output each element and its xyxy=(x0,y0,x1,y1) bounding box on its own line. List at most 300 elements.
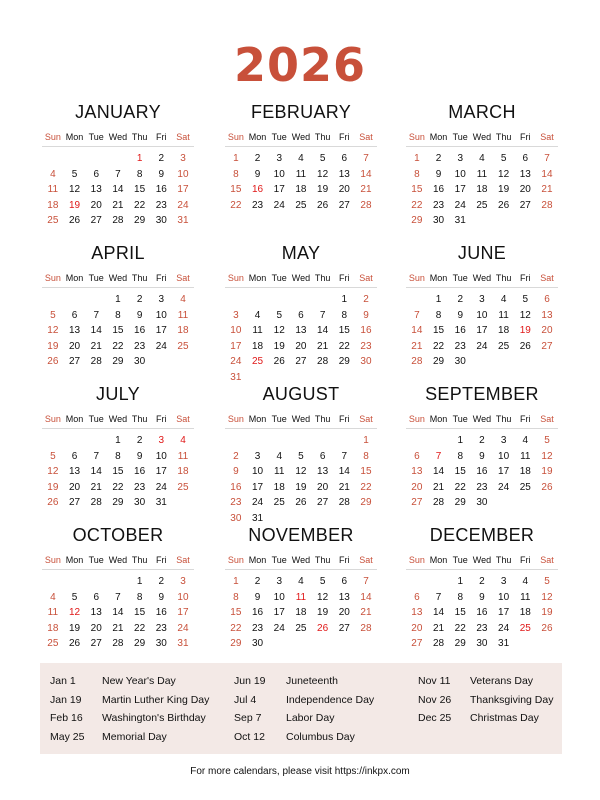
day-cell: 9 xyxy=(158,168,165,180)
day-cell: 13 xyxy=(411,466,423,477)
day-cell: 31 xyxy=(251,512,264,524)
day-cell: 8 xyxy=(233,591,239,603)
day-cell: 3 xyxy=(180,576,186,587)
day-cell: 7 xyxy=(363,153,369,164)
weekday-header xyxy=(42,271,194,285)
day-cell: 19 xyxy=(47,340,59,352)
day-cell: 15 xyxy=(411,184,423,195)
day-cell: 10 xyxy=(155,450,167,462)
day-cell: 2 xyxy=(254,153,261,164)
day-cell: 9 xyxy=(136,309,143,321)
day-cell: 8 xyxy=(414,168,420,180)
weekday-label: Tue xyxy=(88,414,104,424)
day-cell: 1 xyxy=(457,576,463,587)
day-cell: 18 xyxy=(47,199,59,211)
day-cell: 3 xyxy=(457,153,463,164)
weekday-label: Wed xyxy=(472,555,492,565)
weekday-label: Mon xyxy=(429,132,448,142)
weekday-label: Wed xyxy=(472,273,492,283)
month-title: APRIL xyxy=(91,243,145,263)
holiday-name: Thanksgiving Day xyxy=(470,693,554,706)
weekday-label: Tue xyxy=(452,555,468,565)
day-cell: 9 xyxy=(254,168,261,180)
day-cell: 9 xyxy=(479,591,485,603)
day-cell: 19 xyxy=(519,325,531,336)
day-cell: 17 xyxy=(177,184,189,195)
day-cell: 22 xyxy=(230,622,242,634)
day-cell: 27 xyxy=(68,497,81,508)
day-cell: 16 xyxy=(251,607,264,618)
day-cell: 7 xyxy=(435,450,442,462)
day-cell: 27 xyxy=(317,497,329,508)
day-cell: 16 xyxy=(155,184,167,195)
day-cell: 13 xyxy=(68,466,81,477)
day-cell: 20 xyxy=(338,184,350,195)
weekday-header xyxy=(225,412,377,426)
weekday-label: Fri xyxy=(339,555,350,565)
day-cell: 30 xyxy=(432,215,445,226)
day-cell: 17 xyxy=(251,481,264,493)
day-cell: 30 xyxy=(251,638,264,649)
weekday-label: Fri xyxy=(156,414,167,424)
weekday-header xyxy=(42,553,194,567)
day-cell: 11 xyxy=(520,591,531,603)
weekday-label: Mon xyxy=(248,414,267,424)
day-cell: 29 xyxy=(454,497,466,508)
day-cell: 6 xyxy=(522,153,529,164)
day-cell: 22 xyxy=(134,199,146,211)
day-cell: 22 xyxy=(112,481,124,493)
holiday-column-2 xyxy=(234,672,374,746)
day-cell: 17 xyxy=(454,184,466,195)
day-grid xyxy=(225,574,377,652)
day-cell: 7 xyxy=(363,576,369,587)
day-cell: 24 xyxy=(155,340,167,352)
day-cell: 22 xyxy=(411,199,423,211)
holiday-item xyxy=(50,728,209,747)
day-cell: 26 xyxy=(68,215,81,226)
day-cell: 5 xyxy=(319,153,326,164)
weekday-label: Sat xyxy=(176,132,190,142)
holiday-date: Dec 25 xyxy=(418,712,452,724)
divider xyxy=(406,146,558,147)
day-cell: 30 xyxy=(230,512,242,524)
weekday-label: Sun xyxy=(44,555,61,565)
month-august xyxy=(225,382,377,526)
day-cell: 21 xyxy=(317,340,329,352)
day-cell: 2 xyxy=(254,576,261,587)
day-cell: 21 xyxy=(112,622,124,634)
weekday-label: Mon xyxy=(248,555,267,565)
weekday-label: Sat xyxy=(540,555,554,565)
day-cell: 16 xyxy=(476,607,488,618)
day-cell: 19 xyxy=(273,340,285,352)
holiday-date: Jan 1 xyxy=(50,675,76,687)
day-cell: 24 xyxy=(273,622,285,634)
day-grid xyxy=(42,292,194,370)
day-cell: 24 xyxy=(498,622,510,634)
day-cell: 23 xyxy=(476,622,488,634)
month-february xyxy=(225,100,377,213)
weekday-label: Sun xyxy=(44,414,61,424)
day-cell: 27 xyxy=(68,356,81,367)
day-cell: 2 xyxy=(479,576,485,587)
day-cell: 28 xyxy=(360,622,372,634)
day-cell: 24 xyxy=(454,199,466,211)
holiday-name: Washington's Birthday xyxy=(102,712,206,724)
day-cell: 9 xyxy=(363,309,369,321)
weekday-label: Mon xyxy=(248,273,267,283)
day-cell: 30 xyxy=(476,497,488,508)
day-cell: 11 xyxy=(274,466,285,477)
day-cell: 28 xyxy=(112,215,124,226)
holiday-column-1 xyxy=(50,672,209,746)
weekday-label: Tue xyxy=(88,273,104,283)
day-grid xyxy=(42,151,194,229)
day-cell: 17 xyxy=(498,607,510,618)
day-cell: 26 xyxy=(68,638,81,649)
weekday-label: Fri xyxy=(520,132,531,142)
holiday-name: Martin Luther King Day xyxy=(102,693,210,706)
day-cell: 12 xyxy=(541,450,553,462)
weekday-label: Tue xyxy=(271,555,287,565)
day-cell: 27 xyxy=(519,199,531,211)
weekday-label: Mon xyxy=(65,414,84,424)
day-cell: 25 xyxy=(519,622,531,634)
weekday-label: Sat xyxy=(359,273,373,283)
holiday-item xyxy=(50,709,209,728)
day-cell: 15 xyxy=(230,607,242,618)
day-cell: 1 xyxy=(115,294,121,305)
day-cell: 23 xyxy=(476,481,488,493)
day-cell: 20 xyxy=(411,622,423,634)
day-cell: 14 xyxy=(338,466,350,477)
day-cell: 4 xyxy=(180,294,186,305)
holiday-date: Feb 16 xyxy=(50,712,83,724)
weekday-label: Mon xyxy=(429,555,448,565)
holiday-date: Jul 4 xyxy=(234,693,257,706)
day-cell: 15 xyxy=(112,466,124,477)
holiday-item xyxy=(234,672,374,691)
day-cell: 11 xyxy=(520,450,531,462)
weekday-label: Sat xyxy=(176,273,190,283)
day-cell: 11 xyxy=(177,450,189,462)
day-cell: 16 xyxy=(454,325,466,336)
weekday-label: Thu xyxy=(495,273,512,283)
day-cell: 21 xyxy=(90,481,102,493)
day-cell: 3 xyxy=(500,576,507,587)
weekday-label: Sat xyxy=(359,414,373,424)
holiday-date: Nov 26 xyxy=(418,693,452,706)
weekday-label: Sun xyxy=(408,273,425,283)
divider xyxy=(42,287,194,288)
day-cell: 15 xyxy=(134,184,146,195)
day-cell: 7 xyxy=(93,450,99,462)
day-cell: 15 xyxy=(432,325,445,336)
day-cell: 12 xyxy=(295,466,307,477)
month-title: AUGUST xyxy=(262,384,340,404)
day-cell: 8 xyxy=(341,309,348,321)
day-cell: 30 xyxy=(134,356,146,367)
day-cell: 25 xyxy=(519,481,531,493)
weekday-header xyxy=(225,553,377,567)
day-cell: 26 xyxy=(273,356,285,367)
day-cell: 3 xyxy=(158,435,165,446)
day-cell: 4 xyxy=(479,153,485,164)
day-cell: 20 xyxy=(68,340,81,352)
day-cell: 8 xyxy=(435,309,442,321)
day-cell: 10 xyxy=(273,591,285,603)
weekday-label: Sun xyxy=(408,414,425,424)
day-cell: 10 xyxy=(476,309,488,321)
day-cell: 2 xyxy=(363,294,369,305)
weekday-label: Mon xyxy=(429,414,448,424)
weekday-label: Wed xyxy=(291,555,311,565)
day-cell: 25 xyxy=(177,340,189,352)
weekday-label: Fri xyxy=(520,273,531,283)
day-cell: 5 xyxy=(71,591,78,603)
day-cell: 7 xyxy=(93,309,99,321)
day-cell: 23 xyxy=(251,622,264,634)
weekday-label: Tue xyxy=(452,414,468,424)
day-cell: 3 xyxy=(276,576,282,587)
day-cell: 17 xyxy=(155,325,167,336)
day-cell: 27 xyxy=(90,215,102,226)
day-cell: 11 xyxy=(47,607,59,618)
holiday-name: Labor Day xyxy=(286,712,335,724)
day-cell: 1 xyxy=(457,435,463,446)
weekday-label: Thu xyxy=(495,555,512,565)
day-cell: 9 xyxy=(254,591,261,603)
day-cell: 7 xyxy=(341,450,348,462)
day-cell: 24 xyxy=(177,622,189,634)
weekday-label: Thu xyxy=(495,414,512,424)
day-cell: 14 xyxy=(90,325,102,336)
day-cell: 18 xyxy=(47,622,59,634)
day-cell: 11 xyxy=(252,325,263,336)
month-may xyxy=(225,241,377,385)
day-cell: 29 xyxy=(432,356,445,367)
weekday-label: Fri xyxy=(156,273,167,283)
day-cell: 31 xyxy=(230,371,242,383)
day-cell: 12 xyxy=(273,325,285,336)
weekday-label: Sat xyxy=(359,555,373,565)
weekday-header xyxy=(225,271,377,285)
holiday-date: May 25 xyxy=(50,730,85,743)
day-cell: 1 xyxy=(435,294,442,305)
day-cell: 16 xyxy=(155,607,167,618)
day-cell: 29 xyxy=(230,638,242,649)
divider xyxy=(225,569,377,570)
weekday-label: Sun xyxy=(408,555,425,565)
day-cell: 23 xyxy=(134,481,146,493)
day-cell: 8 xyxy=(233,168,239,180)
day-cell: 27 xyxy=(338,622,350,634)
day-cell: 5 xyxy=(50,309,56,321)
weekday-label: Thu xyxy=(131,273,148,283)
day-cell: 15 xyxy=(112,325,124,336)
holiday-name: Columbus Day xyxy=(286,730,355,743)
day-cell: 13 xyxy=(317,466,329,477)
weekday-header xyxy=(42,130,194,144)
weekday-label: Wed xyxy=(291,414,311,424)
day-cell: 19 xyxy=(68,199,81,211)
day-cell: 21 xyxy=(432,481,445,493)
day-cell: 18 xyxy=(273,481,285,493)
weekday-label: Thu xyxy=(131,414,148,424)
day-cell: 21 xyxy=(90,340,102,352)
day-cell: 21 xyxy=(411,340,423,352)
divider xyxy=(406,287,558,288)
day-cell: 4 xyxy=(180,435,186,446)
day-cell: 25 xyxy=(47,215,59,226)
weekday-label: Thu xyxy=(131,555,148,565)
day-cell: 8 xyxy=(457,591,463,603)
weekday-header xyxy=(406,412,558,426)
day-cell: 14 xyxy=(432,607,445,618)
day-cell: 21 xyxy=(541,184,553,195)
day-cell: 3 xyxy=(158,294,165,305)
day-cell: 10 xyxy=(498,450,510,462)
day-cell: 6 xyxy=(341,153,348,164)
day-cell: 1 xyxy=(233,153,239,164)
day-cell: 22 xyxy=(432,340,445,352)
day-cell: 27 xyxy=(338,199,350,211)
day-cell: 10 xyxy=(177,168,189,180)
weekday-label: Sat xyxy=(359,132,373,142)
day-cell: 4 xyxy=(522,435,529,446)
weekday-label: Wed xyxy=(472,132,492,142)
day-cell: 18 xyxy=(177,325,189,336)
weekday-label: Sun xyxy=(44,132,61,142)
day-cell: 3 xyxy=(180,153,186,164)
day-cell: 27 xyxy=(541,340,553,352)
day-cell: 28 xyxy=(317,356,329,367)
day-cell: 10 xyxy=(177,591,189,603)
day-cell: 20 xyxy=(541,325,553,336)
day-cell: 11 xyxy=(47,184,59,195)
day-cell: 23 xyxy=(454,340,466,352)
divider xyxy=(42,428,194,429)
month-title: NOVEMBER xyxy=(248,525,354,545)
weekday-label: Tue xyxy=(271,132,287,142)
day-cell: 1 xyxy=(136,153,143,164)
holiday-item xyxy=(418,709,553,728)
month-title: JUNE xyxy=(457,243,507,263)
weekday-label: Sat xyxy=(540,273,554,283)
day-cell: 12 xyxy=(47,466,59,477)
day-cell: 24 xyxy=(230,356,242,367)
day-cell: 25 xyxy=(177,481,189,493)
day-cell: 28 xyxy=(338,497,350,508)
weekday-label: Tue xyxy=(452,132,468,142)
day-cell: 8 xyxy=(115,450,121,462)
holiday-item xyxy=(418,691,553,710)
day-cell: 13 xyxy=(519,168,531,180)
day-cell: 5 xyxy=(500,153,507,164)
day-cell: 9 xyxy=(457,309,463,321)
day-cell: 19 xyxy=(68,622,81,634)
weekday-label: Sun xyxy=(227,414,244,424)
day-cell: 20 xyxy=(295,340,307,352)
day-cell: 20 xyxy=(90,622,102,634)
day-cell: 18 xyxy=(519,607,531,618)
day-grid xyxy=(406,433,558,511)
month-title: SEPTEMBER xyxy=(425,384,539,404)
day-cell: 26 xyxy=(47,497,59,508)
day-cell: 4 xyxy=(50,591,56,603)
day-cell: 16 xyxy=(360,325,372,336)
day-cell: 7 xyxy=(115,168,121,180)
day-cell: 18 xyxy=(295,184,307,195)
weekday-label: Sun xyxy=(227,273,244,283)
day-cell: 2 xyxy=(479,435,485,446)
day-cell: 6 xyxy=(414,450,420,462)
divider xyxy=(406,569,558,570)
day-grid xyxy=(225,151,377,213)
day-cell: 16 xyxy=(134,325,146,336)
divider xyxy=(225,428,377,429)
day-cell: 3 xyxy=(276,153,282,164)
day-cell: 28 xyxy=(360,199,372,211)
month-december xyxy=(406,523,558,652)
day-cell: 31 xyxy=(155,497,167,508)
day-cell: 31 xyxy=(498,638,510,649)
day-cell: 2 xyxy=(435,153,442,164)
day-cell: 3 xyxy=(254,450,261,462)
holiday-date: Nov 11 xyxy=(418,675,451,687)
day-cell: 22 xyxy=(454,622,466,634)
month-title: JULY xyxy=(96,384,140,404)
weekday-label: Thu xyxy=(314,555,331,565)
day-grid xyxy=(406,574,558,652)
divider xyxy=(406,428,558,429)
day-cell: 14 xyxy=(360,168,372,180)
holiday-item xyxy=(50,691,209,710)
day-cell: 3 xyxy=(233,309,239,321)
day-cell: 24 xyxy=(273,199,285,211)
day-cell: 25 xyxy=(251,356,264,367)
holiday-name: Veterans Day xyxy=(470,675,534,687)
day-cell: 1 xyxy=(341,294,348,305)
day-cell: 14 xyxy=(317,325,329,336)
day-cell: 18 xyxy=(519,466,531,477)
weekday-label: Fri xyxy=(339,273,350,283)
day-cell: 18 xyxy=(476,184,488,195)
day-cell: 16 xyxy=(251,184,264,195)
day-cell: 6 xyxy=(319,450,326,462)
day-grid xyxy=(406,292,558,370)
holiday-item xyxy=(234,709,374,728)
month-title: FEBRUARY xyxy=(250,102,352,122)
day-cell: 23 xyxy=(230,497,242,508)
day-cell: 8 xyxy=(457,450,463,462)
day-cell: 6 xyxy=(93,591,99,603)
holiday-name: Independence Day xyxy=(286,693,375,706)
day-cell: 17 xyxy=(177,607,189,618)
month-april xyxy=(42,241,194,370)
day-cell: 2 xyxy=(158,576,165,587)
day-cell: 9 xyxy=(479,450,485,462)
day-cell: 28 xyxy=(112,638,124,649)
weekday-label: Mon xyxy=(65,555,84,565)
divider xyxy=(225,146,377,147)
weekday-label: Mon xyxy=(248,132,267,142)
day-cell: 12 xyxy=(541,591,553,603)
day-cell: 14 xyxy=(90,466,102,477)
day-cell: 13 xyxy=(541,309,553,321)
day-grid xyxy=(225,292,377,385)
